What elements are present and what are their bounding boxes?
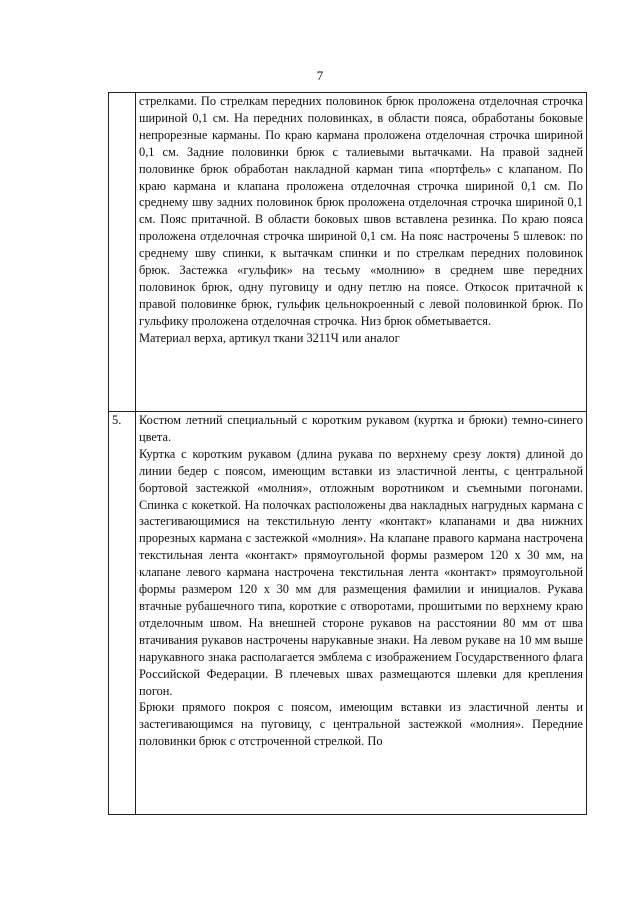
row-number-cell: 5.	[109, 412, 136, 815]
page-number: 7	[316, 68, 324, 83]
jacket-description-paragraph: Куртка с коротким рукавом (длина рукава по верхнему срезу локтя) длиной до линии бедер с поясом, имеющим вставки из эластичной ленты, с центральной бортовой застежкой «молния», отложным воротником и съемными погонами. Спинка с кокеткой. На полочках расположены два накладных нагрудных кармана с застегивающимися на текстильную ленту «контакт» клапанами и два нижних прорезных кармана с застежкой «молния». На клапане правого кармана настрочена текстильная лента «контакт» прямоугольной формы размером 120 х 30 мм, на клапане левого кармана настрочена текстильная лента «контакт» прямоугольной формы размером 120 х 30 мм для размещения фамилии и инициалов. Рукава втачные рубашечного типа, короткие с отворотами, прошитыми по верхнему краю отделочным швом. На внешней стороне рукавов на расстоянии 80 мм от шва втачивания рукавов настрочены нарукавные знаки. На левом рукаве на 10 мм выше нарукавного знака располагается эмблема с изображением Государственного флага Российской Федерации. В плечевых швах размещаются шлевки для крепления погон.	[139, 446, 583, 698]
row-number-cell	[109, 93, 136, 412]
item-title-paragraph: Костюм летний специальный с коротким рукавом (куртка и брюки) темно-синего цвета.	[139, 413, 583, 444]
table-row	[109, 412, 587, 815]
table-row	[109, 93, 587, 412]
row-description-cell	[136, 93, 587, 412]
row-description-cell	[136, 412, 587, 815]
specification-table	[108, 92, 587, 815]
description-paragraph: стрелками. По стрелкам передних половинок брюк проложена отделочная строчка шириной 0,1 см. На передних половинках, в области пояса, обработаны боковые непрорезные карманы. По краю кармана проложена отделочная строчка шириной 0,1 см. Задние половинки брюк с талиевыми вытачками. На правой задней половинке брюк обработан накладной карман типа «портфель» с клапаном. По краю кармана и клапана проложена отделочная строчка шириной 0,1 см. По среднему шву задних половинок брюк проложена отделочная строчка шириной 0,1 см. Пояс притачной. В области боковых швов вставлена резинка. По краю пояса проложена отделочная строчка шириной 0,1 см. На пояс настрочены 5 шлевок: по среднему шву спинки, к вытачкам спинки и по стрелкам передних половинок брюк. Застежка «гульфик» на тесьму «молнию» в среднем шве передних половинок брюк, одну пуговицу и одну петлю на поясе. Откосок притачной к правой половинке брюк, гульфик цельнокроенный с левой половинкой брюк. По гульфику проложена отделочная строчка. Низ брюк обметывается.	[139, 94, 583, 328]
trousers-description-paragraph: Брюки прямого покроя с поясом, имеющим вставки из эластичной ленты и застегивающимся на пуговицу, с центральной застежкой «молния». Передние половинки брюк с отстроченной стрелкой. По	[139, 700, 583, 749]
material-paragraph: Материал верха, артикул ткани 3211Ч или аналог	[139, 330, 400, 345]
